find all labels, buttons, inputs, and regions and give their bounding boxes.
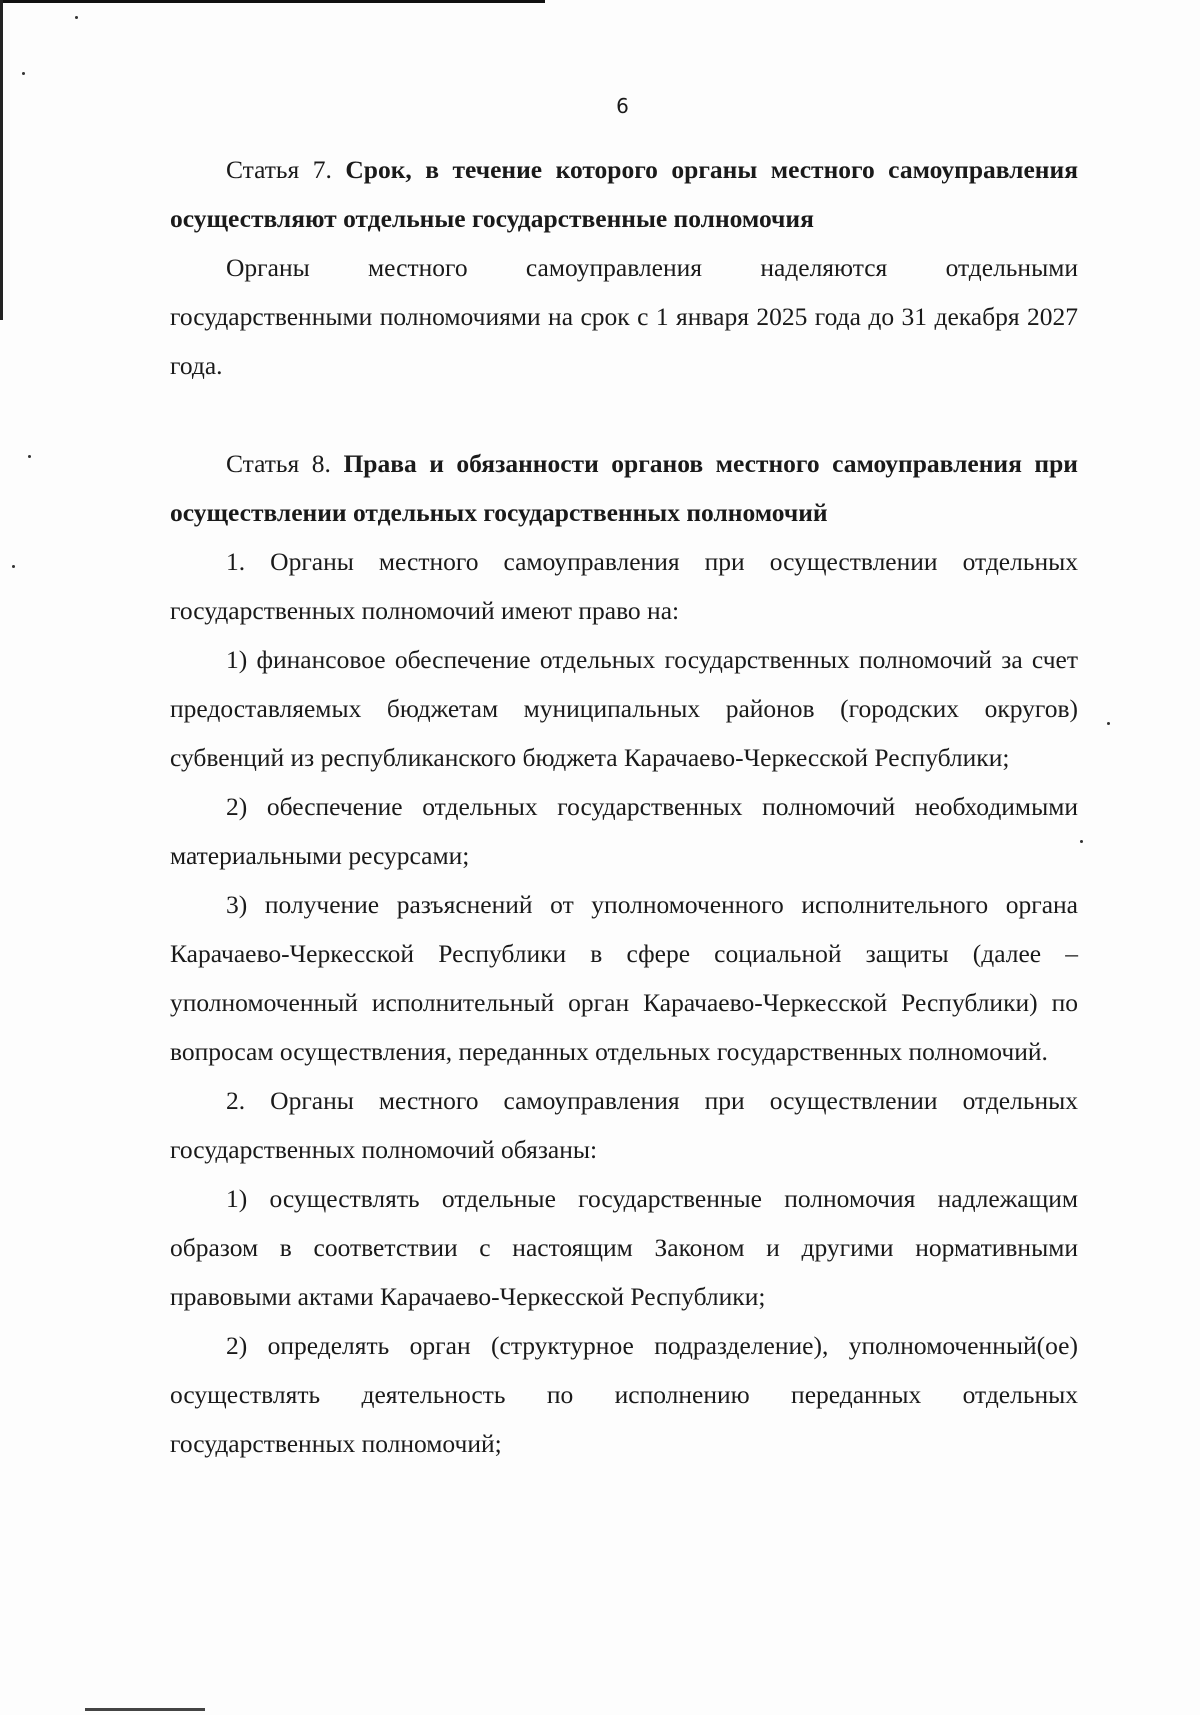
article-7-paragraph: Органы местного самоуправления наделяются отдельными государственными полномочиями на срок с 1 января 2025 года до 31 декабря 2027 года. <box>170 253 1078 380</box>
article-8-label: Статья 8. <box>226 449 331 478</box>
article-8-paragraph: 1) осуществлять отдельные государственные полномочия надлежащим образом в соответствии с настоящим Законом и другими нормативными правовыми актами Карачаево-Черкесской Республики; <box>170 1184 1078 1311</box>
scan-speck <box>22 72 25 75</box>
scan-left-edge <box>0 0 3 320</box>
section-spacer <box>170 390 1078 439</box>
article-8-paragraph: 2) определять орган (структурное подразделение), уполномоченный(ое) осуществлять деятельность по исполнению переданных отдельных государственных полномочий; <box>170 1331 1078 1458</box>
page-number: 6 <box>616 94 629 118</box>
article-8-paragraph: 1) финансовое обеспечение отдельных государственных полномочий за счет предоставляемых бюджетам муниципальных районов (городских округов) субвенций из республиканского бюджета Карачаево-Черкесской Республики; <box>170 645 1078 772</box>
article-7-label: Статья 7. <box>226 155 332 184</box>
article-8-paragraph: 1. Органы местного самоуправления при осуществлении отдельных государственных полномочий имеют право на: <box>170 547 1078 625</box>
scan-top-rule <box>0 0 545 3</box>
article-8-paragraph: 2. Органы местного самоуправления при осуществлении отдельных государственных полномочий обязаны: <box>170 1086 1078 1164</box>
article-7-title: Срок, в течение которого органы местного самоуправления осуществляют отдельные государственные полномочия <box>170 155 1078 233</box>
article-8-title: Права и обязанности органов местного самоуправления при осуществлении отдельных государственных полномочий <box>170 449 1078 527</box>
scan-speck <box>75 16 78 19</box>
scan-speck <box>1080 840 1083 843</box>
scan-speck <box>28 455 31 458</box>
scan-speck <box>1107 722 1110 725</box>
scan-speck <box>12 565 15 568</box>
article-8-heading <box>170 439 1078 537</box>
document-body <box>170 145 1078 1468</box>
article-8-paragraph: 3) получение разъяснений от уполномоченного исполнительного органа Карачаево-Черкесской Республики в сфере социальной защиты (далее – уполномоченный исполнительный орган Карачаево-Черкесской Республики) по вопросам осуществления, переданных отдельных государственных полномочий. <box>170 890 1078 1066</box>
scan-bottom-rule <box>85 1708 205 1711</box>
article-7-heading <box>170 145 1078 243</box>
article-8-paragraph: 2) обеспечение отдельных государственных полномочий необходимыми материальными ресурсами; <box>170 792 1078 870</box>
